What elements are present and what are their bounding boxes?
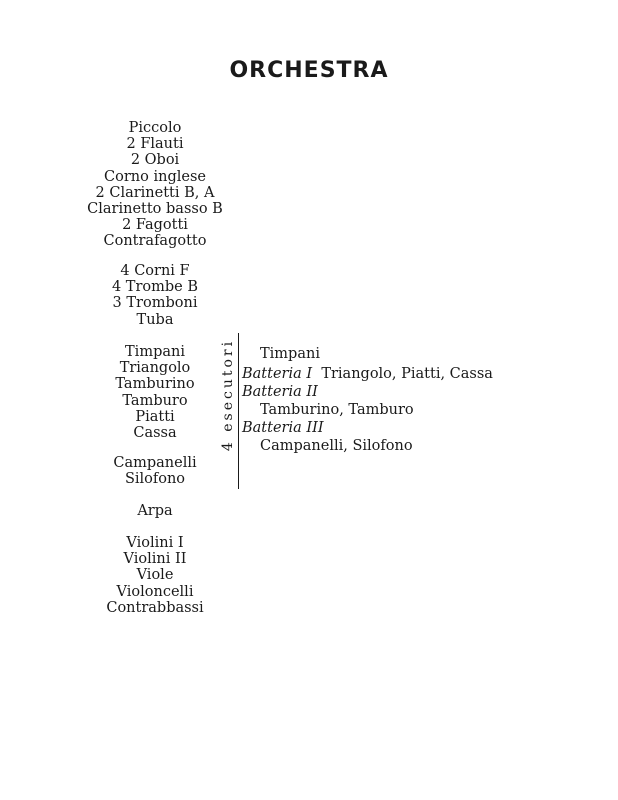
instrument: Violini II <box>123 551 187 568</box>
instrument: 2 Clarinetti B, A <box>95 184 215 201</box>
instrument: Violini I <box>126 535 184 551</box>
instrument: Piccolo <box>128 120 182 136</box>
instrument: Clarinetto basso B <box>87 201 223 218</box>
instrument: 2 Fagotti <box>122 217 188 234</box>
instrument: Contrafagotto <box>103 233 207 250</box>
bracket-line <box>238 333 239 489</box>
performers-label <box>218 330 238 460</box>
instrument: 2 Oboi <box>130 152 180 169</box>
performers-label-text: 4 esecutori <box>220 338 236 452</box>
instrument: Corno inglese <box>104 168 206 185</box>
instrument: Arpa <box>137 503 173 519</box>
instrument: 3 Tromboni <box>112 295 198 312</box>
instrument: Cassa <box>133 425 177 442</box>
instrument: 4 Corni F <box>120 263 190 279</box>
instrument: Tuba <box>136 311 174 328</box>
instrument: Triangolo <box>119 360 191 377</box>
batteria-2-label: Batteria II <box>242 384 318 400</box>
brass-group <box>60 263 250 328</box>
batteria-1-line <box>242 365 493 383</box>
batteria-1-label: Batteria I <box>242 366 313 382</box>
woodwinds-group <box>60 120 250 250</box>
timpani-line: Timpani <box>260 346 320 362</box>
percussion-assignment <box>242 345 493 455</box>
instrument: Viole <box>136 567 174 584</box>
instrument: 4 Trombe B <box>111 279 199 296</box>
instrument: 2 Flauti <box>126 136 184 153</box>
batteria-3-items: Campanelli, Silofono <box>260 438 413 454</box>
instrument: Contrabbassi <box>106 599 204 616</box>
instrument: Timpani <box>125 344 185 360</box>
instrument: Silofono <box>124 471 186 488</box>
instrument: Piatti <box>135 408 175 425</box>
instrument: Tamburino <box>115 376 195 393</box>
batteria-2-items: Tamburino, Tamburo <box>260 402 414 418</box>
batteria-1-items: Triangolo, Piatti, Cassa <box>321 366 493 382</box>
strings-group <box>60 535 250 616</box>
batteria-3-label: Batteria III <box>242 420 324 436</box>
harp-group <box>60 503 250 519</box>
page-title: ORCHESTRA <box>229 58 389 83</box>
instrument: Tamburo <box>122 392 188 409</box>
instrument: Violoncelli <box>116 583 194 600</box>
instrument: Campanelli <box>113 455 197 471</box>
